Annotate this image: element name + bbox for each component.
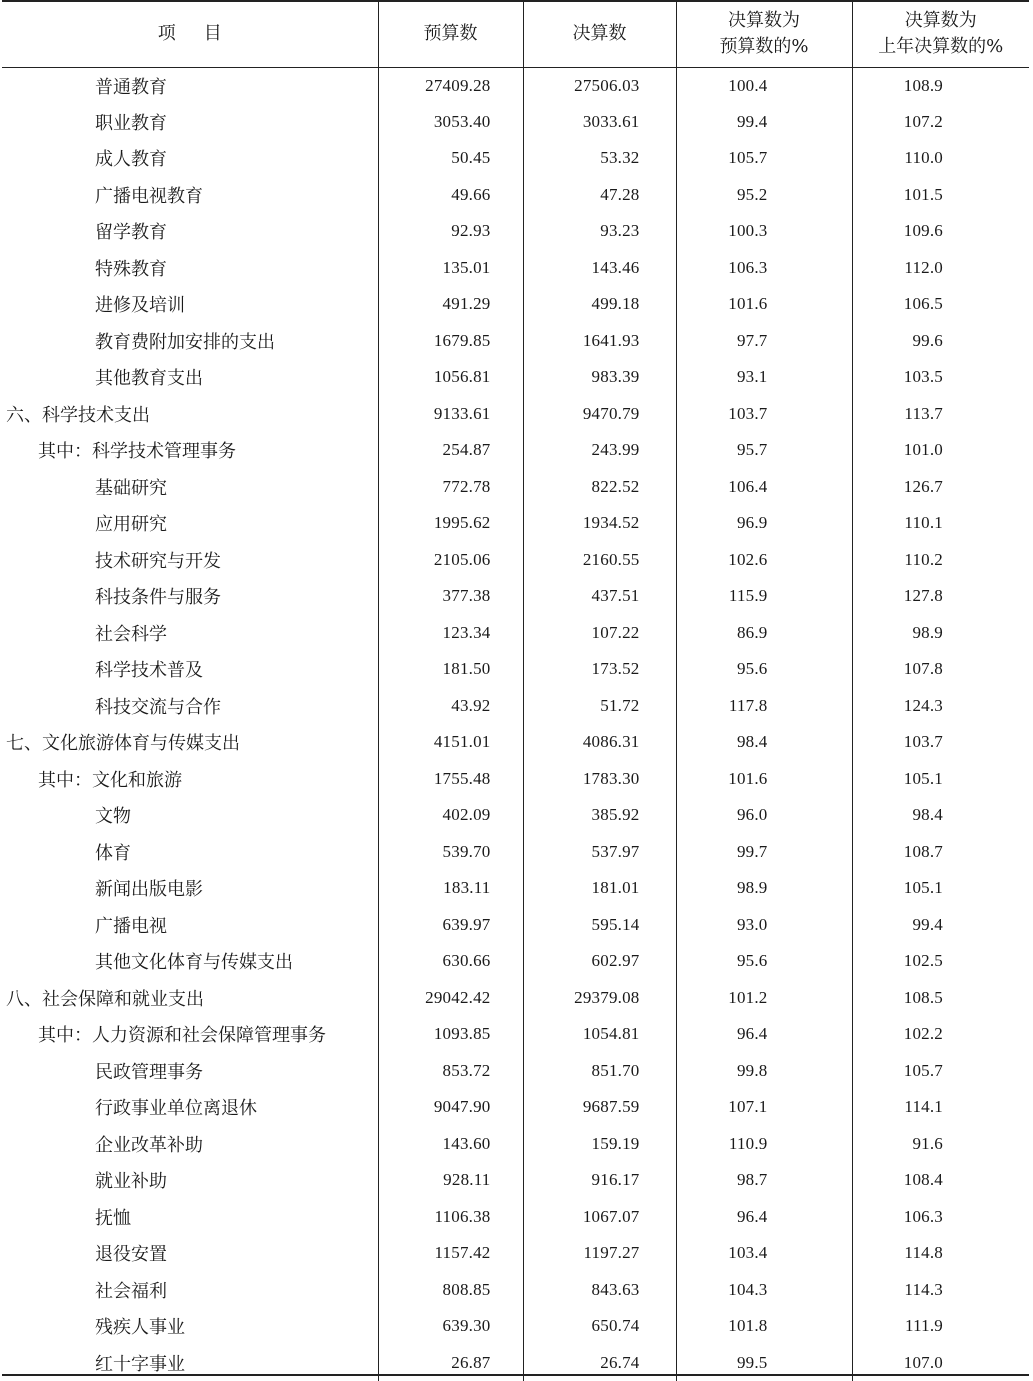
row-final: 537.97 [523, 834, 676, 871]
row-final: 159.19 [523, 1126, 676, 1163]
row-pct-prev: 114.8 [852, 1235, 1029, 1272]
row-pct-prev: 110.0 [852, 140, 1029, 177]
row-budget: 1679.85 [378, 323, 523, 360]
row-final: 916.17 [523, 1162, 676, 1199]
row-label: 抚恤 [2, 1199, 378, 1236]
row-label: 其中：人力资源和社会保障管理事务 [2, 1016, 378, 1053]
header-final: 决算数 [523, 1, 676, 67]
row-pct-budget: 93.0 [676, 907, 852, 944]
row-label: 职业教育 [2, 104, 378, 141]
row-label: 教育费附加安排的支出 [2, 323, 378, 360]
row-pct-prev: 114.3 [852, 1272, 1029, 1309]
row-budget: 50.45 [378, 140, 523, 177]
row-budget: 808.85 [378, 1272, 523, 1309]
row-final: 9687.59 [523, 1089, 676, 1126]
row-budget: 29042.42 [378, 980, 523, 1017]
header-pct-budget [676, 1, 852, 67]
row-pct-prev: 101.5 [852, 177, 1029, 214]
table-row [2, 1272, 1029, 1309]
row-pct-prev: 99.4 [852, 907, 1029, 944]
row-budget: 1056.81 [378, 359, 523, 396]
row-label: 新闻出版电影 [2, 870, 378, 907]
row-label: 残疾人事业 [2, 1308, 378, 1345]
row-label: 行政事业单位离退休 [2, 1089, 378, 1126]
table-row [2, 542, 1029, 579]
row-pct-prev: 105.1 [852, 870, 1029, 907]
row-final: 2160.55 [523, 542, 676, 579]
row-label: 科学技术普及 [2, 651, 378, 688]
row-budget: 639.97 [378, 907, 523, 944]
row-final: 437.51 [523, 578, 676, 615]
row-pct-prev: 107.0 [852, 1345, 1029, 1381]
row-pct-budget: 96.4 [676, 1199, 852, 1236]
table-bottom-rule [2, 1374, 1029, 1376]
row-pct-prev: 106.5 [852, 286, 1029, 323]
budget-table-page [2, 0, 1029, 1377]
row-pct-prev: 108.9 [852, 67, 1029, 104]
row-pct-prev: 110.1 [852, 505, 1029, 542]
row-final: 27506.03 [523, 67, 676, 104]
row-budget: 9133.61 [378, 396, 523, 433]
table-row [2, 1089, 1029, 1126]
row-label: 企业改革补助 [2, 1126, 378, 1163]
row-budget: 143.60 [378, 1126, 523, 1163]
row-label: 体育 [2, 834, 378, 871]
row-budget: 853.72 [378, 1053, 523, 1090]
row-label: 应用研究 [2, 505, 378, 542]
row-final: 181.01 [523, 870, 676, 907]
table-row [2, 651, 1029, 688]
row-label: 普通教育 [2, 67, 378, 104]
budget-final-accounts-table [2, 0, 1029, 1381]
row-pct-prev: 106.3 [852, 1199, 1029, 1236]
table-row [2, 1199, 1029, 1236]
row-label: 文物 [2, 797, 378, 834]
row-pct-budget: 98.9 [676, 870, 852, 907]
table-row [2, 213, 1029, 250]
row-budget: 123.34 [378, 615, 523, 652]
row-final: 93.23 [523, 213, 676, 250]
header-row [2, 1, 1029, 67]
table-header [2, 1, 1029, 67]
table-row [2, 67, 1029, 104]
row-final: 851.70 [523, 1053, 676, 1090]
row-budget: 183.11 [378, 870, 523, 907]
table-row [2, 724, 1029, 761]
row-final: 243.99 [523, 432, 676, 469]
header-pct-prev-line2: 上年决算数的% [853, 34, 1030, 60]
row-pct-budget: 99.5 [676, 1345, 852, 1381]
row-final: 1641.93 [523, 323, 676, 360]
row-final: 51.72 [523, 688, 676, 725]
table-row [2, 943, 1029, 980]
row-pct-budget: 103.4 [676, 1235, 852, 1272]
row-label: 六、科学技术支出 [2, 396, 378, 433]
row-pct-prev: 105.7 [852, 1053, 1029, 1090]
row-label: 就业补助 [2, 1162, 378, 1199]
row-pct-prev: 108.4 [852, 1162, 1029, 1199]
row-budget: 27409.28 [378, 67, 523, 104]
row-label: 七、文化旅游体育与传媒支出 [2, 724, 378, 761]
row-final: 26.74 [523, 1345, 676, 1381]
row-label: 其中：科学技术管理事务 [2, 432, 378, 469]
row-pct-prev: 91.6 [852, 1126, 1029, 1163]
row-pct-prev: 102.2 [852, 1016, 1029, 1053]
table-row [2, 359, 1029, 396]
table-row [2, 1016, 1029, 1053]
table-row [2, 578, 1029, 615]
row-label: 进修及培训 [2, 286, 378, 323]
table-row [2, 1126, 1029, 1163]
row-pct-budget: 107.1 [676, 1089, 852, 1126]
row-pct-prev: 109.6 [852, 213, 1029, 250]
row-pct-prev: 102.5 [852, 943, 1029, 980]
row-pct-budget: 101.6 [676, 286, 852, 323]
row-pct-budget: 101.6 [676, 761, 852, 798]
row-budget: 928.11 [378, 1162, 523, 1199]
row-final: 983.39 [523, 359, 676, 396]
row-pct-budget: 117.8 [676, 688, 852, 725]
row-pct-prev: 107.2 [852, 104, 1029, 141]
row-final: 3033.61 [523, 104, 676, 141]
row-label: 其他文化体育与传媒支出 [2, 943, 378, 980]
row-label: 留学教育 [2, 213, 378, 250]
row-label: 技术研究与开发 [2, 542, 378, 579]
row-label: 科技交流与合作 [2, 688, 378, 725]
row-pct-prev: 108.7 [852, 834, 1029, 871]
row-final: 1067.07 [523, 1199, 676, 1236]
row-pct-budget: 96.4 [676, 1016, 852, 1053]
row-pct-budget: 98.7 [676, 1162, 852, 1199]
header-pct-prev-line1: 决算数为 [853, 8, 1030, 34]
row-pct-prev: 101.0 [852, 432, 1029, 469]
table-row [2, 907, 1029, 944]
row-final: 499.18 [523, 286, 676, 323]
header-pct-budget-line2: 预算数的% [677, 34, 852, 60]
table-row [2, 1235, 1029, 1272]
table-body [2, 67, 1029, 1381]
row-label: 红十字事业 [2, 1345, 378, 1381]
table-row [2, 870, 1029, 907]
row-budget: 639.30 [378, 1308, 523, 1345]
row-budget: 43.92 [378, 688, 523, 725]
row-pct-budget: 95.7 [676, 432, 852, 469]
row-pct-budget: 101.2 [676, 980, 852, 1017]
row-label: 退役安置 [2, 1235, 378, 1272]
row-label: 成人教育 [2, 140, 378, 177]
row-final: 9470.79 [523, 396, 676, 433]
row-pct-budget: 115.9 [676, 578, 852, 615]
table-row [2, 396, 1029, 433]
row-pct-prev: 113.7 [852, 396, 1029, 433]
table-row [2, 761, 1029, 798]
row-label: 广播电视 [2, 907, 378, 944]
row-pct-prev: 114.1 [852, 1089, 1029, 1126]
row-budget: 772.78 [378, 469, 523, 506]
row-pct-budget: 102.6 [676, 542, 852, 579]
row-pct-prev: 98.4 [852, 797, 1029, 834]
row-pct-budget: 99.8 [676, 1053, 852, 1090]
row-pct-budget: 97.7 [676, 323, 852, 360]
row-pct-budget: 93.1 [676, 359, 852, 396]
table-row [2, 286, 1029, 323]
row-pct-prev: 105.1 [852, 761, 1029, 798]
row-budget: 1093.85 [378, 1016, 523, 1053]
row-pct-prev: 112.0 [852, 250, 1029, 287]
table-row [2, 469, 1029, 506]
row-final: 173.52 [523, 651, 676, 688]
row-budget: 181.50 [378, 651, 523, 688]
row-pct-budget: 101.8 [676, 1308, 852, 1345]
row-pct-prev: 108.5 [852, 980, 1029, 1017]
row-pct-budget: 95.6 [676, 651, 852, 688]
table-row [2, 432, 1029, 469]
row-final: 4086.31 [523, 724, 676, 761]
row-final: 143.46 [523, 250, 676, 287]
row-pct-budget: 100.4 [676, 67, 852, 104]
row-pct-budget: 99.4 [676, 104, 852, 141]
row-final: 1054.81 [523, 1016, 676, 1053]
table-row [2, 250, 1029, 287]
row-budget: 4151.01 [378, 724, 523, 761]
row-pct-prev: 124.3 [852, 688, 1029, 725]
row-final: 595.14 [523, 907, 676, 944]
row-budget: 135.01 [378, 250, 523, 287]
row-budget: 254.87 [378, 432, 523, 469]
table-row [2, 688, 1029, 725]
row-pct-prev: 99.6 [852, 323, 1029, 360]
row-final: 1934.52 [523, 505, 676, 542]
row-pct-budget: 110.9 [676, 1126, 852, 1163]
row-budget: 49.66 [378, 177, 523, 214]
table-row [2, 505, 1029, 542]
row-pct-prev: 103.7 [852, 724, 1029, 761]
row-budget: 2105.06 [378, 542, 523, 579]
row-pct-budget: 98.4 [676, 724, 852, 761]
table-row [2, 1053, 1029, 1090]
row-pct-prev: 107.8 [852, 651, 1029, 688]
header-pct-prev [852, 1, 1029, 67]
row-label: 广播电视教育 [2, 177, 378, 214]
row-pct-prev: 110.2 [852, 542, 1029, 579]
header-pct-budget-line1: 决算数为 [677, 8, 852, 34]
table-row [2, 1162, 1029, 1199]
row-final: 53.32 [523, 140, 676, 177]
table-row [2, 140, 1029, 177]
row-budget: 1755.48 [378, 761, 523, 798]
row-budget: 491.29 [378, 286, 523, 323]
row-pct-prev: 111.9 [852, 1308, 1029, 1345]
row-budget: 9047.90 [378, 1089, 523, 1126]
row-budget: 26.87 [378, 1345, 523, 1381]
row-pct-budget: 86.9 [676, 615, 852, 652]
row-budget: 1106.38 [378, 1199, 523, 1236]
row-final: 822.52 [523, 469, 676, 506]
row-pct-budget: 95.6 [676, 943, 852, 980]
row-label: 民政管理事务 [2, 1053, 378, 1090]
row-label: 其中：文化和旅游 [2, 761, 378, 798]
row-pct-budget: 103.7 [676, 396, 852, 433]
row-pct-budget: 95.2 [676, 177, 852, 214]
row-budget: 539.70 [378, 834, 523, 871]
row-final: 1783.30 [523, 761, 676, 798]
header-budget: 预算数 [378, 1, 523, 67]
row-label: 社会科学 [2, 615, 378, 652]
row-pct-prev: 127.8 [852, 578, 1029, 615]
row-budget: 1157.42 [378, 1235, 523, 1272]
row-pct-budget: 96.0 [676, 797, 852, 834]
header-item: 项目 [2, 1, 378, 67]
row-pct-budget: 100.3 [676, 213, 852, 250]
row-pct-budget: 99.7 [676, 834, 852, 871]
row-label: 特殊教育 [2, 250, 378, 287]
row-budget: 377.38 [378, 578, 523, 615]
row-final: 602.97 [523, 943, 676, 980]
table-row [2, 104, 1029, 141]
row-budget: 1995.62 [378, 505, 523, 542]
row-pct-budget: 104.3 [676, 1272, 852, 1309]
row-pct-budget: 105.7 [676, 140, 852, 177]
row-label: 基础研究 [2, 469, 378, 506]
row-label: 其他教育支出 [2, 359, 378, 396]
row-final: 1197.27 [523, 1235, 676, 1272]
table-row [2, 834, 1029, 871]
row-budget: 630.66 [378, 943, 523, 980]
table-row [2, 980, 1029, 1017]
row-budget: 402.09 [378, 797, 523, 834]
row-pct-prev: 98.9 [852, 615, 1029, 652]
row-pct-budget: 106.4 [676, 469, 852, 506]
table-row [2, 615, 1029, 652]
row-label: 社会福利 [2, 1272, 378, 1309]
row-final: 650.74 [523, 1308, 676, 1345]
row-pct-prev: 126.7 [852, 469, 1029, 506]
table-row [2, 1308, 1029, 1345]
row-final: 385.92 [523, 797, 676, 834]
row-label: 科技条件与服务 [2, 578, 378, 615]
row-final: 47.28 [523, 177, 676, 214]
row-pct-prev: 103.5 [852, 359, 1029, 396]
table-row [2, 323, 1029, 360]
row-final: 107.22 [523, 615, 676, 652]
row-pct-budget: 96.9 [676, 505, 852, 542]
row-final: 29379.08 [523, 980, 676, 1017]
row-budget: 92.93 [378, 213, 523, 250]
table-row [2, 797, 1029, 834]
row-label: 八、社会保障和就业支出 [2, 980, 378, 1017]
table-row [2, 177, 1029, 214]
row-budget: 3053.40 [378, 104, 523, 141]
row-final: 843.63 [523, 1272, 676, 1309]
row-pct-budget: 106.3 [676, 250, 852, 287]
